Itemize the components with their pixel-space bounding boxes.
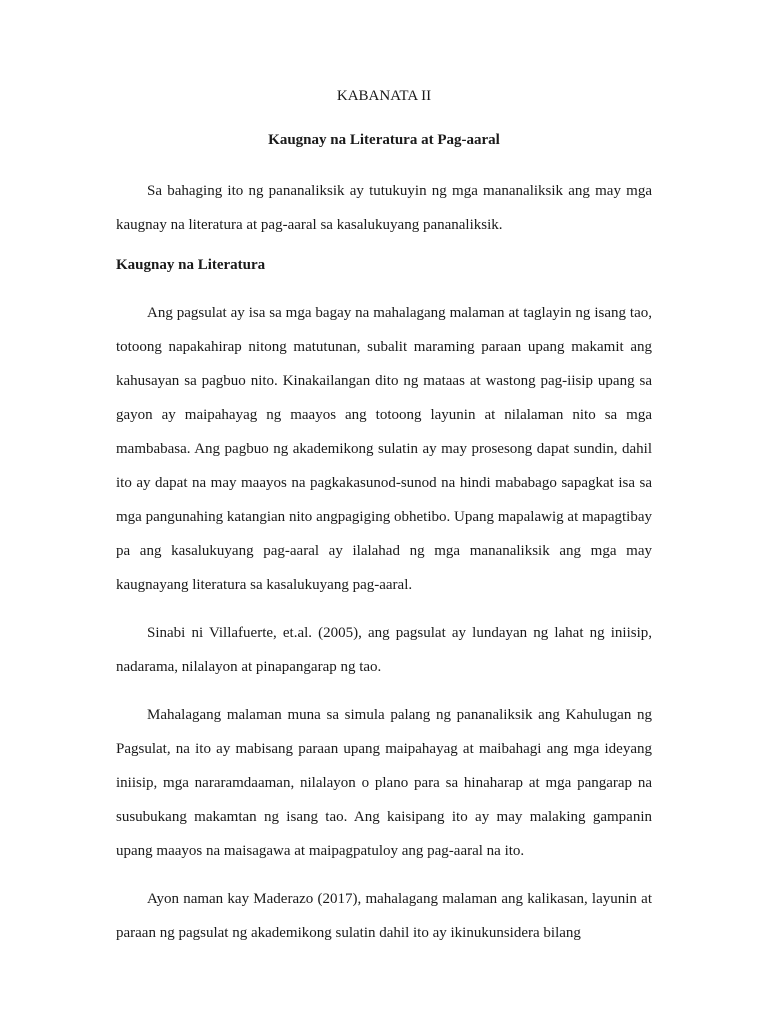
chapter-heading: KABANATA II: [336, 88, 432, 104]
section-heading: Kaugnay na Literatura: [116, 257, 266, 273]
body-paragraph: Ayon naman kay Maderazo (2017), mahalagang malaman ang kalikasan, layunin at paraan ng pagsulat ng akademikong sulatin dahil ito ay ikinukunsidera bilang: [116, 891, 652, 941]
body-paragraph: Ang pagsulat ay isa sa mga bagay na mahalagang malaman at taglayin ng isang tao, totoong napakahirap nitong matutunan, subalit maraming paraan upang makamit ang kahusayan sa pagbuo nito. Kinakailangan dito ng mataas at wastong pag-iisip upang sa gayon ay maipahayag ng maayos ang totoong layunin at nilalaman nito sa mga mambabasa. Ang pagbuo ng akademikong sulatin ay may prosesong dapat sundin, dahil ito ay dapat na may maayos na pagkakasunod-sunod na hindi mababago sapagkat isa sa mga pangunahing katangian nito angpagiging obhetibo. Upang mapalawig at mapagtibay pa ang kasalukuyang pag-aaral ay ilalahad ng mga mananaliksik ang mga may kaugnayang literatura sa kasalukuyang pag-aaral.: [116, 305, 652, 593]
chapter-title: Kaugnay na Literatura at Pag-aaral: [268, 132, 500, 148]
body-paragraph: Mahalagang malaman muna sa simula palang ng pananaliksik ang Kahulugan ng Pagsulat, na ito ay mabisang paraan upang maipahayag at maibahagi ang mga ideyang iniisip, mga nararamdaaman, nilalayon o plano para sa hinaharap at mga pangarap na susubukang makamtan ng isang tao. Ang kaisipang ito ay may malaking gampanin upang maayos na maisagawa at maipagpatuloy ang pag-aaral na ito.: [116, 707, 652, 859]
intro-paragraph: Sa bahaging ito ng pananaliksik ay tutukuyin ng mga mananaliksik ang may mga kaugnay na literatura at pag-aaral sa kasalukuyang pananaliksik.: [116, 183, 652, 233]
body-paragraph: Sinabi ni Villafuerte, et.al. (2005), ang pagsulat ay lundayan ng lahat ng iniisip, nadarama, nilalayon at pinapangarap ng tao.: [116, 625, 652, 675]
document-body: [116, 174, 652, 964]
